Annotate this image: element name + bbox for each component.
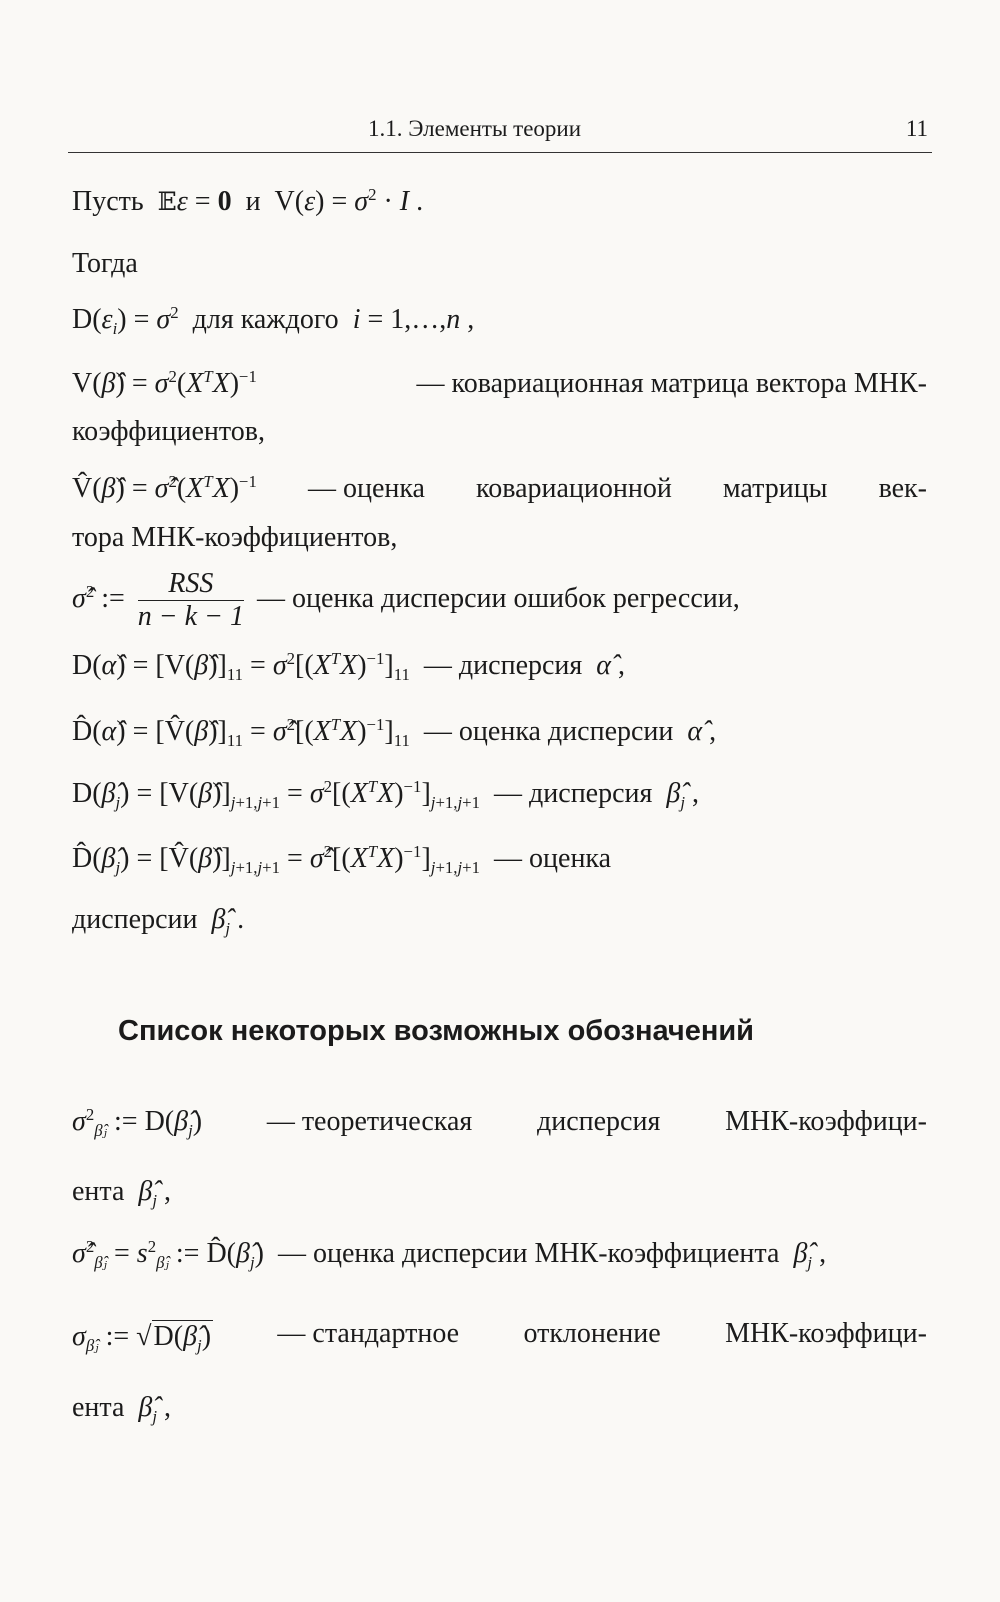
- text-dispersii: дисперсии: [72, 904, 198, 935]
- text-std-3: МНК-коэффици-: [725, 1318, 927, 1349]
- text-std-1: — стандартное: [277, 1318, 460, 1349]
- formula-expectation: 𝔼ε = 0: [157, 186, 232, 217]
- formula-sigma-beta-sqrt: $\sigma_{\betâⱼ}$ := $√D(\betâ_j)$: [72, 1321, 212, 1355]
- std-dev-line: [72, 1318, 927, 1355]
- formula-beta-j-enta-2: $\betâ_j$ ,: [138, 1392, 172, 1426]
- est-var-coef-line: [72, 1236, 827, 1272]
- word-pust: Пусть: [72, 186, 144, 217]
- text-tora: тора МНК-коэффициентов,: [72, 522, 398, 553]
- section-heading: 1.1. Элементы теории: [368, 116, 582, 141]
- text-theor-2: дисперсия: [536, 1106, 661, 1137]
- cov-estimate-line: [72, 471, 927, 504]
- formula-d-alpha: D(α̂) = $[V(\betâ)]_{11} = \sigma^2[(X^TX)^{-1}]_{11}$: [72, 648, 410, 684]
- formula-beta-j-coef: $\betâ_j$ ,: [793, 1238, 827, 1272]
- text-std-2: отклонение: [523, 1318, 661, 1349]
- assumption-line: [72, 184, 424, 217]
- formula-v-beta: V(β̂) = $\sigma^2(X^TX)^{-1}$: [72, 366, 257, 399]
- formula-sigma-hat-sq: σ̂$^2$ :=: [72, 581, 125, 614]
- text-var-est-of: — оценка дисперсии: [423, 716, 674, 747]
- var-est-beta-j-line: [72, 841, 612, 877]
- notation-section-title: Список некоторых возможных обозначений: [118, 1015, 755, 1047]
- formula-beta-j-end: $\betâ_j$ .: [211, 904, 245, 938]
- error-variance-line: [72, 302, 475, 338]
- text-enta: ента: [72, 1176, 125, 1207]
- formula-alpha-hat-2: α̂ ,: [687, 716, 717, 747]
- running-header: [68, 112, 932, 153]
- formula-alpha-hat: α̂ ,: [596, 650, 625, 681]
- word-togda: Тогда: [72, 248, 138, 279]
- formula-d-eps: $D(\varepsilon_i) = \sigma^2$: [72, 302, 179, 338]
- text-var-of-2: — дисперсия: [494, 778, 653, 809]
- sigma-estimate-line: [72, 570, 740, 631]
- text-cov-word-2: матрицы: [722, 473, 828, 504]
- formula-v-hat-beta: V̂(β̂) = $\sigmâ^2(X^TX)^{-1}$: [72, 471, 257, 504]
- text-cov-matrix: — ковариационная матрица вектора МНК-: [416, 368, 927, 399]
- var-beta-j-line: [72, 776, 700, 812]
- enta-line-2: [72, 1392, 172, 1426]
- text-est-coef: — оценка дисперсии МНК-коэффициента: [277, 1238, 780, 1269]
- text-dlya-kazhdogo: для каждого: [192, 304, 339, 335]
- formula-d-hat-beta-j: $D̂(\betâ_j)$ = $[V̂(\betâ)]_{j+1,j+1}$ = $\sigmâ^2[(X^TX)^{-1}]_{j+1,j+1}$: [72, 841, 481, 877]
- page-number: 11: [905, 116, 928, 141]
- formula-beta-j-enta: $\betâ_j$ ,: [138, 1176, 172, 1210]
- dispersii-line: [72, 904, 245, 938]
- enta-line-1: [72, 1176, 172, 1210]
- word-i: и: [245, 186, 261, 217]
- text-var-of: — дисперсия: [423, 650, 583, 681]
- formula-variance: $V(\varepsilon) = \sigma^2 \cdot I$ .: [267, 184, 424, 217]
- text-theor-3: МНК-коэффици-: [725, 1106, 927, 1137]
- formula-s-beta-sq: σ̂$^2_{\betâⱼ}$ = $s^2_{\betâⱼ}$ := $D̂(\betâ_j)$: [72, 1236, 271, 1272]
- text-koeff: коэффициентов,: [72, 416, 265, 447]
- theor-var-line: [72, 1104, 927, 1140]
- formula-d-hat-alpha: D̂(α̂) = $[V̂(\betâ)]_{11}$ = $\sigmâ^2[(X^TX)^{-1}]_{11}$: [72, 714, 410, 750]
- text-estimate-2: — оценка: [494, 843, 612, 874]
- text-theor-1: — теоретическая: [266, 1106, 473, 1137]
- text-cov-word-3: век-: [878, 473, 927, 504]
- rss-fraction: [138, 570, 244, 631]
- formula-index-range: i = 1,…,n ,: [352, 304, 475, 335]
- text-sigma-est-desc: — оценка дисперсии ошибок регрессии,: [257, 582, 740, 614]
- formula-beta-j-hat: $\betâ_j$ ,: [666, 778, 700, 812]
- text-estimate: — оценка: [307, 473, 425, 504]
- var-est-alpha-line: [72, 714, 717, 750]
- cov-matrix-line: [72, 366, 927, 399]
- text-cov-word-1: ковариационной: [476, 473, 672, 504]
- formula-sigma-beta-sq: $\sigma^2_{\betâⱼ}$ := $D(\betâ_j)$: [72, 1104, 203, 1140]
- formula-d-beta-j: $D(\betâ_j)$ = $[V(\betâ)]_{j+1,j+1} = \sigma^2[(X^TX)^{-1}]_{j+1,j+1}$: [72, 776, 481, 812]
- fraction-numerator: RSS: [138, 570, 244, 601]
- fraction-denominator: n − k − 1: [137, 601, 244, 632]
- text-enta-2: ента: [72, 1392, 125, 1423]
- var-alpha-line: [72, 648, 625, 684]
